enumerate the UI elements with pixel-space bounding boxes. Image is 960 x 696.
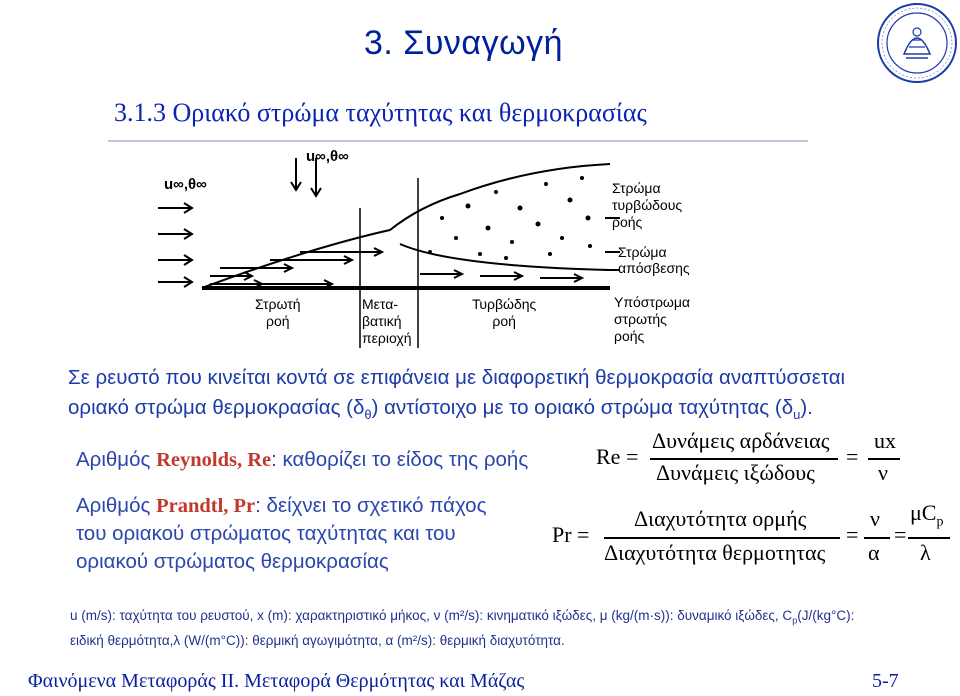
region-transition-label — [362, 296, 412, 347]
prandtl-fraction-line — [604, 537, 840, 539]
reynolds-lhs: Re = — [596, 444, 639, 469]
prandtl-description — [76, 492, 486, 576]
layer-sublayer-line2: στρωτής — [614, 311, 667, 327]
prandtl-right-numerator-sub: p — [936, 514, 944, 530]
layer-sublayer-line3: ροής — [614, 328, 645, 344]
reynolds-right-denominator: ν — [878, 460, 888, 485]
section-subtitle: 3.1.3 Οριακό στρώμα ταχύτητας και θερμοκρασίας — [114, 98, 647, 127]
prandtl-equals-2: = — [894, 522, 907, 547]
boundary-layer-diagram — [150, 148, 690, 360]
prandtl-mid-fraction-line — [864, 537, 890, 539]
region-turbulent-line1: Τυρβώδης — [472, 296, 537, 312]
prandtl-mid-numerator: ν — [870, 506, 880, 531]
reynolds-equals: = — [846, 444, 859, 469]
prandtl-denominator: Διαχυτότητα θερμοτητας — [604, 540, 826, 565]
para-text-a: οριακό στρώμα θερμοκρασίας (δ — [68, 396, 365, 419]
region-laminar-line2: ροή — [265, 313, 290, 329]
reynolds-name: Reynolds, Re — [156, 449, 272, 471]
variable-definitions-note — [70, 606, 950, 651]
prandtl-lhs: Pr = — [552, 522, 590, 547]
reynolds-post: : καθορίζει το είδος της ροής — [271, 448, 529, 471]
intro-paragraph-line1: Σε ρευστό που κινείται κοντά σε επιφάνεια με διαφορετική θερμοκρασία αναπτύσσεται — [68, 366, 846, 389]
prandtl-numerator: Διαχυτότητα ορμής — [634, 506, 807, 531]
prandtl-formula — [548, 500, 952, 572]
reynolds-numerator: Δυνάμεις αρδάνειας — [652, 428, 830, 453]
region-transition-line2: βατική — [362, 313, 402, 329]
reynolds-denominator: Δυνάμεις ιξώδους — [656, 460, 815, 485]
layer-turbulent-label — [612, 180, 682, 231]
subtitle-divider — [108, 140, 808, 142]
slide-title: 3. Συναγωγή — [364, 24, 564, 62]
region-turbulent-label — [472, 296, 536, 330]
freestream-top-text: u∞,θ∞ — [306, 148, 349, 165]
para-text-c: ). — [800, 396, 813, 419]
region-laminar-label — [255, 296, 301, 330]
notes-line2: ειδική θερμότητα,λ (W/(m°C)): θερμική αγωγιμότητα, α (m²/s): θερμική διαχυτότητα. — [70, 632, 565, 648]
prandtl-right-fraction-line — [908, 537, 950, 539]
layer-buffer-label — [618, 244, 690, 276]
para-sub-u: u — [793, 407, 801, 423]
region-transition-line1: Μετα- — [362, 296, 398, 312]
university-seal-logo — [876, 2, 958, 84]
layer-sublayer-label — [614, 294, 690, 345]
prandtl-pre: Αριθμός — [76, 494, 157, 517]
prandtl-mid-denominator: α — [868, 540, 880, 565]
reynolds-pre: Αριθμός — [76, 448, 157, 471]
layer-turbulent-line2: τυρβώδους — [612, 197, 683, 213]
para-text-b: ) αντίστοιχο με το οριακό στρώμα ταχύτητας (δ — [371, 396, 794, 419]
region-turbulent-line2: ροή — [492, 313, 516, 329]
prandtl-name: Prandtl, Pr — [156, 495, 256, 517]
notes-line1: u (m/s): ταχύτητα του ρευστού, x (m): χαρακτηριστικό μήκος, ν (m²/s): κινηματικό ιξώδες, μ (kg/(m·s)): δυναμικό ιξώδες, C — [70, 608, 793, 623]
intro-paragraph-line2 — [68, 396, 813, 422]
layer-sublayer-line1: Υπόστρωμα — [614, 294, 691, 310]
freestream-label-top — [306, 148, 349, 165]
prandtl-right-numerator — [910, 500, 943, 530]
reynolds-description — [76, 448, 528, 472]
layer-turbulent-line1: Στρώμα — [612, 180, 661, 196]
footer-page-number: 5-7 — [872, 670, 899, 692]
freestream-label-left — [164, 176, 207, 193]
prandtl-line2: του οριακού στρώματος ταχύτητας και του — [76, 522, 456, 545]
layer-turbulent-line3: ροής — [612, 214, 643, 230]
freestream-left-text: u∞,θ∞ — [164, 176, 207, 193]
layer-buffer-line2: απόσβεσης — [618, 260, 690, 276]
prandtl-equals-1: = — [846, 522, 859, 547]
reynolds-formula — [592, 430, 904, 488]
layer-buffer-line1: Στρώμα — [618, 244, 667, 260]
prandtl-line3: οριακού στρώματος θερμοκρασίας — [76, 550, 389, 573]
prandtl-post: : δείχνει το σχετικό πάχος — [255, 494, 487, 517]
notes-line1-end: (J/(kg°C): — [797, 608, 855, 623]
region-laminar-line1: Στρωτή — [255, 296, 301, 312]
reynolds-right-numerator: ux — [874, 428, 896, 453]
prandtl-right-numerator-text: μC — [910, 500, 937, 525]
prandtl-right-denominator: λ — [920, 540, 931, 565]
notes-line1-sub: p — [792, 615, 798, 626]
footer-course-title: Φαινόμενα Μεταφοράς ΙΙ. Μεταφορά Θερμότητας και Μάζας — [28, 670, 525, 692]
para-sub-theta: θ — [364, 407, 372, 423]
region-transition-line3: περιοχή — [362, 330, 412, 346]
